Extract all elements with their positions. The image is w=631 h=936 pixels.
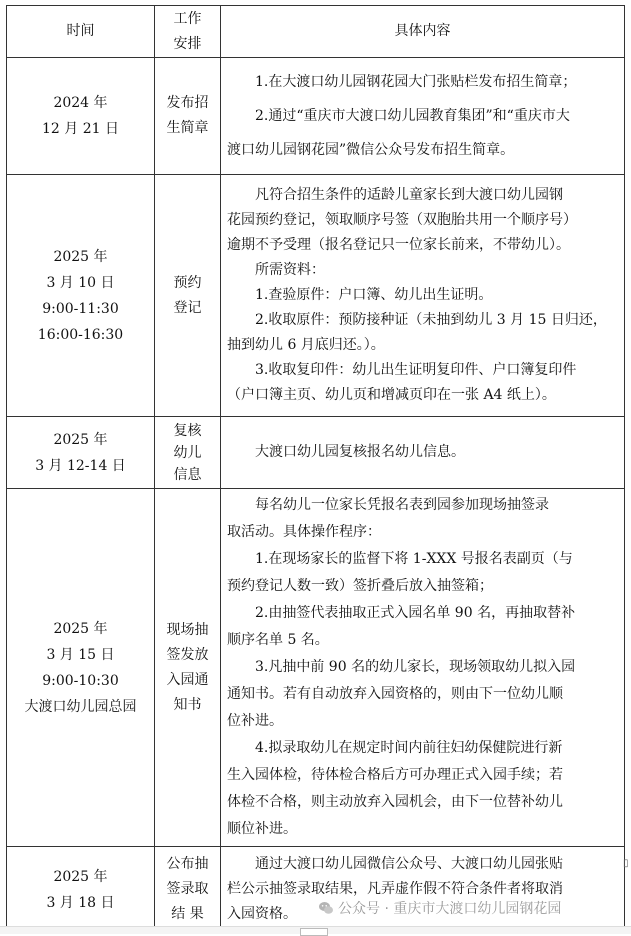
detail-line: 1.在现场家长的监督下将 1-XXX 号报名表副页（与 bbox=[255, 551, 573, 567]
task-line: 签录取 bbox=[166, 881, 209, 897]
detail-cell bbox=[221, 58, 625, 175]
detail-line: 1.在大渡口幼儿园钢花园大门张贴栏发布招生简章； bbox=[255, 74, 577, 90]
detail-cell bbox=[221, 489, 625, 847]
time-line: 大渡口幼儿园总园 bbox=[24, 698, 137, 715]
task-cell bbox=[155, 847, 221, 933]
task-cell bbox=[155, 175, 221, 417]
task-line: 信息 bbox=[173, 466, 202, 483]
detail-line: 3.收取复印件：幼儿出生证明复印件、户口簿复印件 bbox=[255, 362, 577, 378]
time-line: 2025 年 bbox=[53, 431, 108, 448]
time-line: 12 月 21 日 bbox=[42, 121, 119, 137]
detail-line: 大渡口幼儿园复核报名幼儿信息。 bbox=[255, 444, 465, 460]
detail-line: 逾期不予受理（报名登记只一位家长前来，不带幼儿）。 bbox=[227, 237, 570, 253]
detail-line: 所需资料： bbox=[255, 262, 325, 278]
table-row bbox=[7, 175, 625, 417]
task-cell bbox=[155, 417, 221, 489]
time-line: 16:00-16:30 bbox=[37, 326, 124, 343]
task-line: 预约 bbox=[173, 274, 202, 291]
header-detail: 具体内容 bbox=[221, 6, 625, 58]
task-line: 幼儿 bbox=[173, 444, 202, 461]
time-line: 2025 年 bbox=[53, 868, 108, 885]
time-line: 3 月 18 日 bbox=[46, 894, 115, 911]
detail-line: 顺位补进。 bbox=[227, 821, 297, 837]
bottom-handle[interactable] bbox=[300, 928, 328, 936]
detail-line: 凡符合招生条件的适龄儿童家长到大渡口幼儿园钢 bbox=[255, 187, 563, 203]
table-row bbox=[7, 417, 625, 489]
detail-line: 入园资格。 bbox=[227, 906, 297, 922]
task-line: 入园通 bbox=[166, 671, 209, 688]
task-line: 复核 bbox=[173, 422, 202, 439]
watermark-text: 公众号 · 重庆市大渡口幼儿园钢花园 bbox=[338, 901, 562, 917]
time-cell bbox=[7, 847, 155, 933]
detail-line: 顺序名单 5 名。 bbox=[227, 632, 329, 648]
side-edge-marker: ▯ bbox=[623, 858, 629, 869]
detail-cell bbox=[221, 417, 625, 489]
wechat-watermark bbox=[318, 898, 561, 918]
task-line: 知书 bbox=[173, 696, 202, 713]
time-line: 3 月 12-14 日 bbox=[35, 457, 126, 474]
task-line: 公布抽 bbox=[166, 856, 209, 872]
detail-line: 抽到幼儿 6 月底归还。）。 bbox=[227, 337, 385, 353]
detail-line: 2.由抽签代表抽取正式入园名单 90 名，再抽取替补 bbox=[255, 605, 576, 621]
detail-line: 2.通过“重庆市大渡口幼儿园教育集团”和“重庆市大 bbox=[255, 108, 570, 124]
task-cell bbox=[155, 489, 221, 847]
task-line: 登记 bbox=[173, 299, 202, 316]
task-line: 现场抽 bbox=[166, 621, 209, 638]
detail-line: 通过大渡口幼儿园微信公众号、大渡口幼儿园张贴 bbox=[255, 856, 563, 872]
table-row bbox=[7, 847, 625, 933]
time-cell bbox=[7, 175, 155, 417]
detail-line: 2.收取原件：预防接种证（未抽到幼儿 3 月 15 日归还， bbox=[255, 312, 607, 328]
enrollment-schedule-table bbox=[6, 5, 625, 933]
task-line: 结 果 bbox=[171, 906, 204, 922]
task-line: 发布招 bbox=[166, 95, 209, 111]
header-time: 时间 bbox=[7, 6, 155, 58]
detail-line: 花园预约登记，领取顺序号签（双胞胎共用一个顺序号） bbox=[227, 212, 577, 228]
detail-line: 渡口幼儿园钢花园”微信公众号发布招生简章。 bbox=[227, 142, 515, 158]
detail-line: 取活动。具体操作程序： bbox=[227, 524, 381, 540]
table-header-row bbox=[7, 6, 625, 58]
task-cell bbox=[155, 58, 221, 175]
header-task-line: 安排 bbox=[173, 35, 202, 52]
table-row bbox=[7, 58, 625, 175]
time-line: 9:00-10:30 bbox=[42, 672, 119, 689]
time-cell bbox=[7, 58, 155, 175]
task-line: 签发放 bbox=[166, 646, 209, 663]
detail-line: 每名幼儿一位家长凭报名表到园参加现场抽签录 bbox=[255, 497, 549, 513]
time-cell bbox=[7, 489, 155, 847]
wechat-icon bbox=[318, 900, 334, 916]
time-line: 2025 年 bbox=[53, 620, 108, 637]
time-line: 3 月 10 日 bbox=[46, 274, 115, 291]
time-line: 3 月 15 日 bbox=[46, 646, 115, 663]
detail-cell bbox=[221, 847, 625, 933]
time-line: 2025 年 bbox=[53, 248, 108, 265]
detail-line: 预约登记人数一致）签折叠后放入抽签箱； bbox=[227, 578, 493, 594]
detail-line: 体检不合格，则主动放弃入园机会，由下一位替补幼儿 bbox=[227, 794, 563, 810]
detail-line: 1.查验原件：户口簿、幼儿出生证明。 bbox=[255, 287, 493, 303]
table-row bbox=[7, 489, 625, 847]
time-line: 9:00-11:30 bbox=[42, 300, 119, 317]
detail-line: （户口簿主页、幼儿页和增减页印在一张 A4 纸上）。 bbox=[227, 387, 556, 403]
time-cell bbox=[7, 417, 155, 489]
header-task-line: 工作 bbox=[173, 10, 202, 27]
detail-line: 栏公示抽签录取结果，凡弄虚作假不符合条件者将取消 bbox=[227, 881, 563, 897]
detail-line: 3.凡抽中前 90 名的幼儿家长，现场领取幼儿拟入园 bbox=[255, 659, 576, 675]
detail-line: 4.拟录取幼儿在规定时间内前往妇幼保健院进行新 bbox=[255, 740, 563, 756]
detail-cell bbox=[221, 175, 625, 417]
detail-line: 位补进。 bbox=[227, 713, 283, 729]
detail-line: 生入园体检，待体检合格后方可办理正式入园手续；若 bbox=[227, 767, 563, 783]
time-line: 2024 年 bbox=[53, 95, 108, 111]
task-line: 生简章 bbox=[166, 120, 209, 136]
detail-line: 通知书。若有自动放弃入园资格的，则由下一位幼儿顺 bbox=[227, 686, 563, 702]
header-task bbox=[155, 6, 221, 58]
